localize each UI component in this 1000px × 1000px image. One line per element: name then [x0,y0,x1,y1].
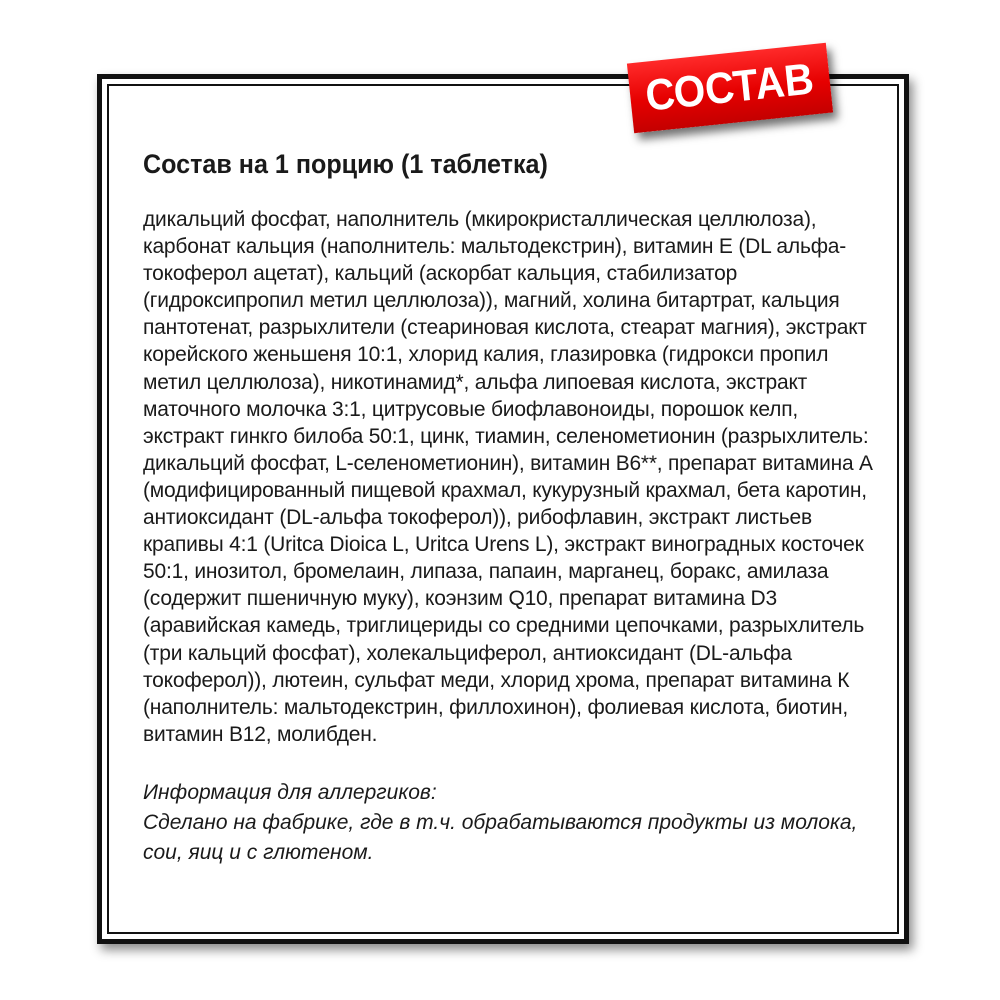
composition-line: дикальций фосфат, L-селенометионин), витамин В6**, препарат витамина А [143,451,873,475]
composition-line: карбонат кальция (наполнитель: мальтодекстрин), витамин Е (DL альфа- [143,235,847,259]
composition-line: токоферол)), лютеин, сульфат меди, хлорид хрома, препарат витамина К [143,668,850,692]
composition-line: (наполнитель: мальтодекстрин, филлохинон), фолиевая кислота, биотин, [143,695,849,719]
allergy-line: Сделано на фабрике, где в т.ч. обрабатываются продукты из молока, [143,810,858,834]
composition-text [143,206,878,748]
composition-line: корейского женьшеня 10:1, хлорид калия, глазировка (гидрокси пропил [143,343,829,367]
composition-badge-label: СОСТАВ [643,54,817,121]
allergy-line: сои, яиц и с глютеном. [143,840,374,864]
page-title: Состав на 1 порцию (1 таблетка) [143,149,548,179]
composition-line: (аравийская камедь, триглицериды со средними цепочками, разрыхлитель [143,614,865,638]
composition-line: 50:1, инозитол, бромелаин, липаза, папаин, марганец, боракс, амилаза [143,560,829,584]
composition-line: антиоксидант (DL-альфа токоферол)), рибофлавин, экстракт листьев [143,506,812,530]
composition-line: (гидроксипропил метил целлюлоза)), магний, холина битартрат, кальция [143,289,840,313]
composition-line: метил целлюлоза), никотинамид*, альфа липоевая кислота, экстракт [143,370,808,394]
composition-line: пантотенат, разрыхлители (стеариновая кислота, стеарат магния), экстракт [143,316,867,340]
composition-line: (три кальций фосфат), холекальциферол, антиоксидант (DL-альфа [143,641,792,665]
composition-line: (модифицированный пищевой крахмал, кукурузный крахмал, бета каротин, [143,478,867,502]
composition-line: дикальций фосфат, наполнитель (мкирокристаллическая целлюлоза), [143,208,817,231]
content [143,140,878,868]
composition-line: крапивы 4:1 (Uritca Dioica L, Uritca Urens L), экстракт виноградных косточек [143,533,864,557]
composition-line: токоферол ацетат), кальций (аскорбат кальция, стабилизатор [143,262,738,286]
allergy-title: Информация для аллергиков: [143,780,437,804]
composition-line: маточного молочка 3:1, цитрусовые биофлавоноиды, порошок келп, [143,397,799,421]
composition-line: экстракт гинкго билоба 50:1, цинк, тиамин, селенометионин (разрыхлитель: [143,424,869,448]
allergy-info [143,778,878,868]
composition-line: витамин В12, молибден. [143,722,378,746]
composition-line: (содержит пшеничную муку), коэнзим Q10, препарат витамина D3 [143,587,778,611]
